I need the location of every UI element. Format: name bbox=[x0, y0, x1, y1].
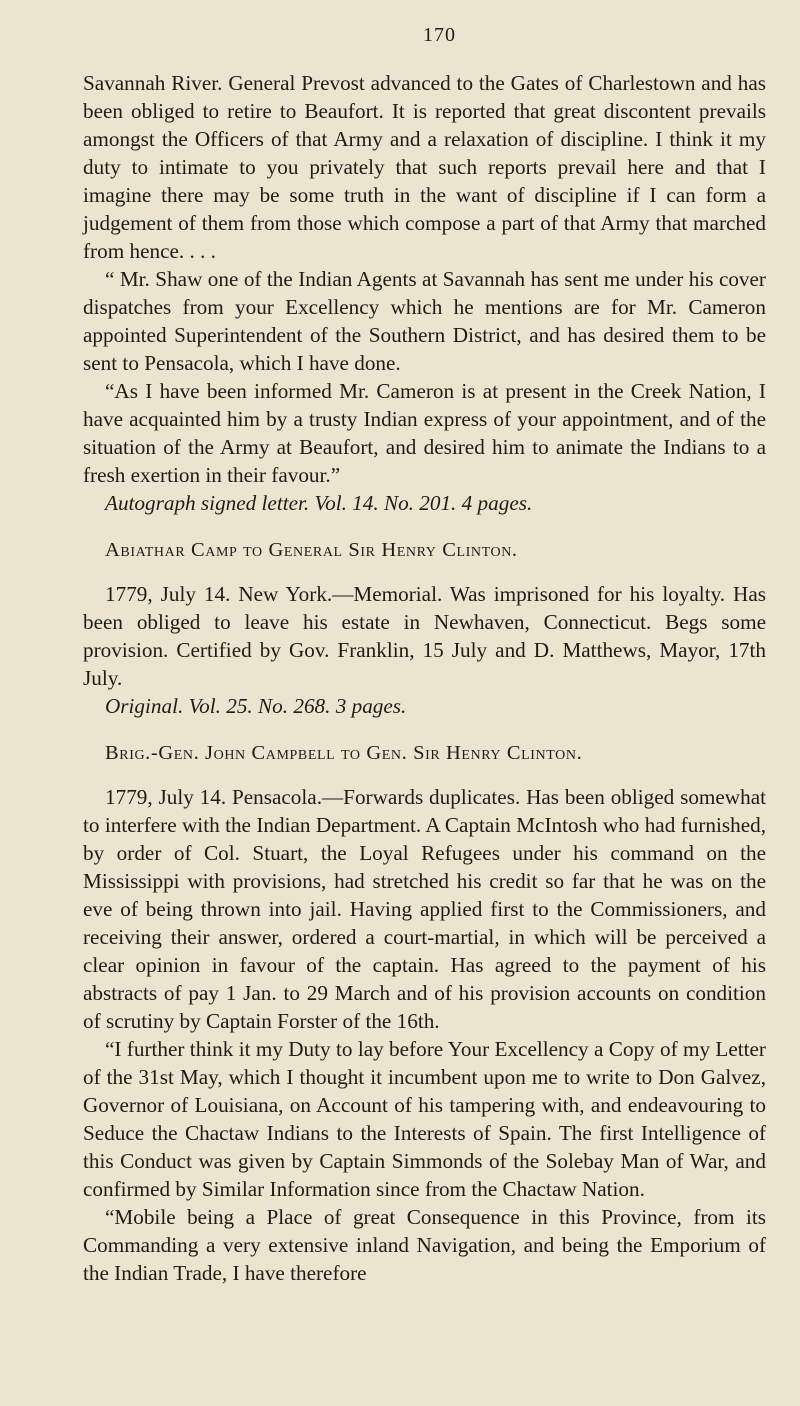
entry-body-camp: 1779, July 14. New York.—Memorial. Was imprisoned for his loyalty. Has been obliged to leave his estate in Newhaven, Connecticut. Begs some provision. Certified by Gov. Franklin, 15 July and D. Matthews, Mayor, 17th July. bbox=[83, 582, 766, 690]
galvez-paragraph: “I further think it my Duty to lay before Your Excellency a Copy of my Letter of the 31st May, which I thought it incumbent upon me to write to Don Galvez, Governor of Louisiana, on Account of his tampering with, and endeavouring to Seduce the Chactaw Indians to the Interests of Spain. The first Intelligence of this Conduct was given by Captain Simmonds of the Solebay Man of War, and confirmed by Similar Information since from the Chactaw Nation. bbox=[83, 1037, 766, 1201]
entry-body-campbell: 1779, July 14. Pensacola.—Forwards duplicates. Has been obliged somewhat to interfere with the Indian Department. A Captain McIntosh who had furnished, by order of Col. Stuart, the Loyal Refugees under his command on the Mississippi with provisions, had stretched his credit so far that he was on the eve of being thrown into jail. Having applied first to the Commissioners, and receiving their answer, ordered a court-martial, in which will be perceived a clear opinion in favour of the captain. Has agreed to the payment of his abstracts of pay 1 Jan. to 29 March and of his provision accounts on condition of scrutiny by Captain Forster of the 16th. bbox=[83, 785, 766, 1033]
continuation-paragraph: Savannah River. General Prevost advanced to the Gates of Charlestown and has been obliged to retire to Beaufort. It is reported that great discontent prevails amongst the Officers of that Army and a relaxation of discipline. I think it my duty to intimate to you privately that such reports prevail here and that I imagine there may be some truth in the want of discipline if I can form a judgement of them from those which compose a part of that Army that marched from hence. . . . bbox=[83, 71, 766, 263]
entry-heading-campbell: Brig.-Gen. John Campbell to Gen. Sir Henry Clinton. bbox=[105, 742, 583, 764]
shaw-paragraph: “ Mr. Shaw one of the Indian Agents at Savannah has sent me under his cover dispatches from your Excellency which he mentions are for Mr. Cameron appointed Superintendent of the Southern District, and has desired them to be sent to Pensacola, which I have done. bbox=[83, 267, 766, 375]
page-number: 170 bbox=[423, 24, 456, 46]
citation-1: Autograph signed letter. Vol. 14. No. 201. 4 pages. bbox=[105, 491, 533, 515]
citation-2: Original. Vol. 25. No. 268. 3 pages. bbox=[105, 694, 407, 718]
entry-heading-camp: Abiathar Camp to General Sir Henry Clinton. bbox=[105, 539, 518, 561]
cameron-paragraph: “As I have been informed Mr. Cameron is at present in the Creek Nation, I have acquainted him by a trusty Indian express of your appointment, and of the situation of the Army at Beaufort, and desired him to animate the Indians to a fresh exertion in their favour.” bbox=[83, 379, 766, 487]
mobile-paragraph: “Mobile being a Place of great Consequence in this Province, from its Commanding a very extensive inland Navigation, and being the Emporium of the Indian Trade, I have therefore bbox=[83, 1205, 766, 1285]
